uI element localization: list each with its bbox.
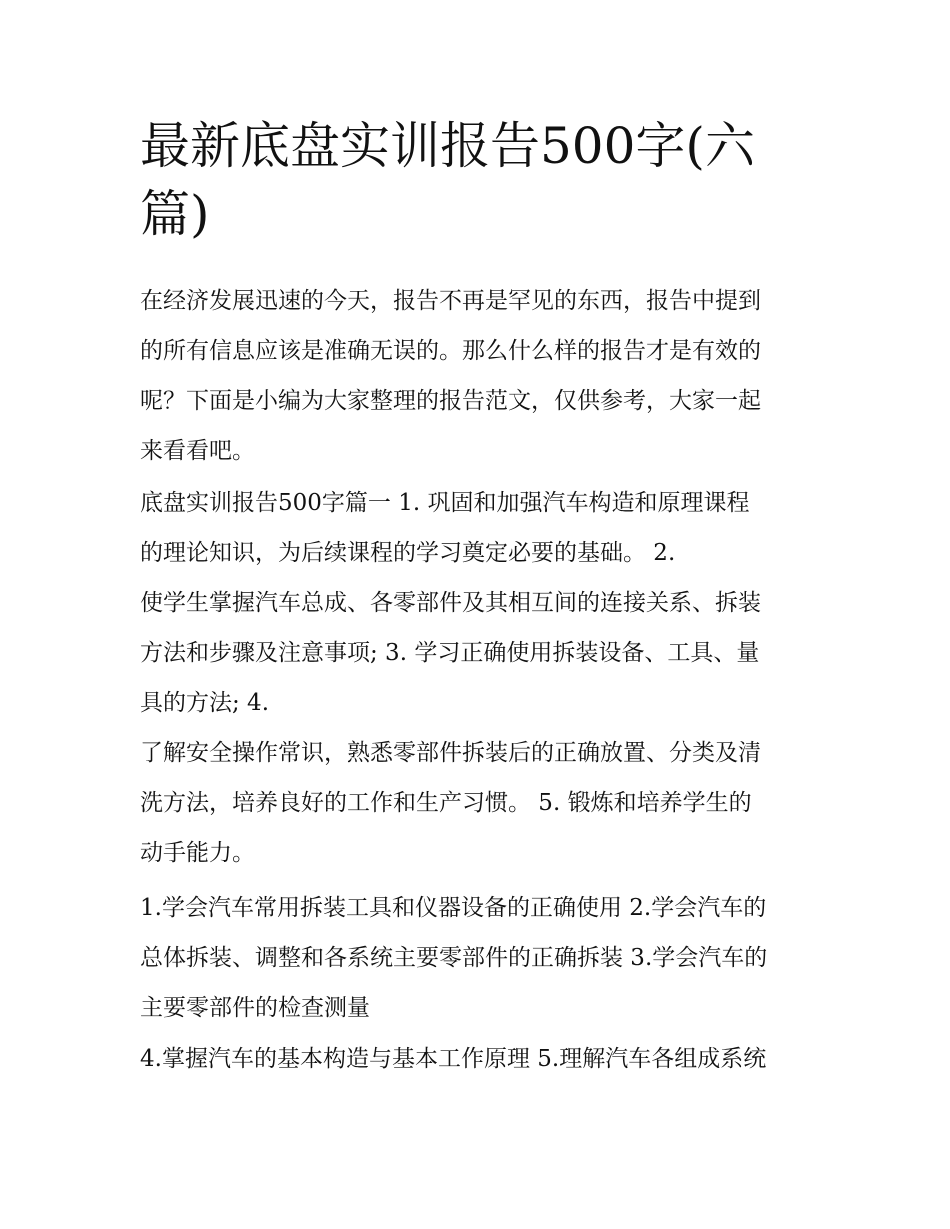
text-line: 的理论知识，为后续课程的学习奠定必要的基础。 2. — [140, 540, 676, 566]
section-1-paragraph — [140, 478, 820, 878]
text-line: 的所有信息应该是准确无误的。那么什么样的报告才是有效的 — [140, 338, 761, 364]
text-line: 洗方法，培养良好的工作和生产习惯。 5. 锻炼和培养学生的 — [140, 790, 752, 816]
text-line: 4.掌握汽车的基本构造与基本工作原理 5.理解汽车各组成系统 — [140, 1046, 767, 1072]
text-line: 底盘实训报告500字篇一 1. 巩固和加强汽车构造和原理课程 — [140, 490, 750, 516]
section-3-paragraph — [140, 1034, 820, 1084]
text-line: 1.学会汽车常用拆装工具和仪器设备的正确使用 2.学会汽车的 — [140, 895, 767, 921]
document-title — [140, 112, 820, 248]
text-line: 呢？下面是小编为大家整理的报告范文，仅供参考，大家一起 — [140, 388, 761, 414]
text-line: 方法和步骤及注意事项; 3. 学习正确使用拆装设备、工具、量 — [140, 640, 760, 666]
text-line: 在经济发展迅速的今天，报告不再是罕见的东西，报告中提到 — [140, 288, 761, 314]
text-line: 总体拆装、调整和各系统主要零部件的正确拆装 3.学会汽车的 — [140, 945, 768, 971]
text-line: 主要零部件的检查测量 — [140, 995, 370, 1021]
text-line: 具的方法; 4. — [140, 690, 270, 716]
section-2-paragraph — [140, 883, 820, 1033]
text-line: 来看看吧。 — [140, 438, 255, 464]
text-line: 动手能力。 — [140, 840, 255, 866]
title-line-1: 最新底盘实训报告500字(六 — [140, 117, 755, 175]
title-line-2: 篇) — [140, 185, 210, 243]
text-line: 使学生掌握汽车总成、各零部件及其相互间的连接关系、拆装 — [140, 590, 761, 616]
text-line: 了解安全操作常识，熟悉零部件拆装后的正确放置、分类及清 — [140, 740, 761, 766]
intro-paragraph — [140, 276, 820, 476]
